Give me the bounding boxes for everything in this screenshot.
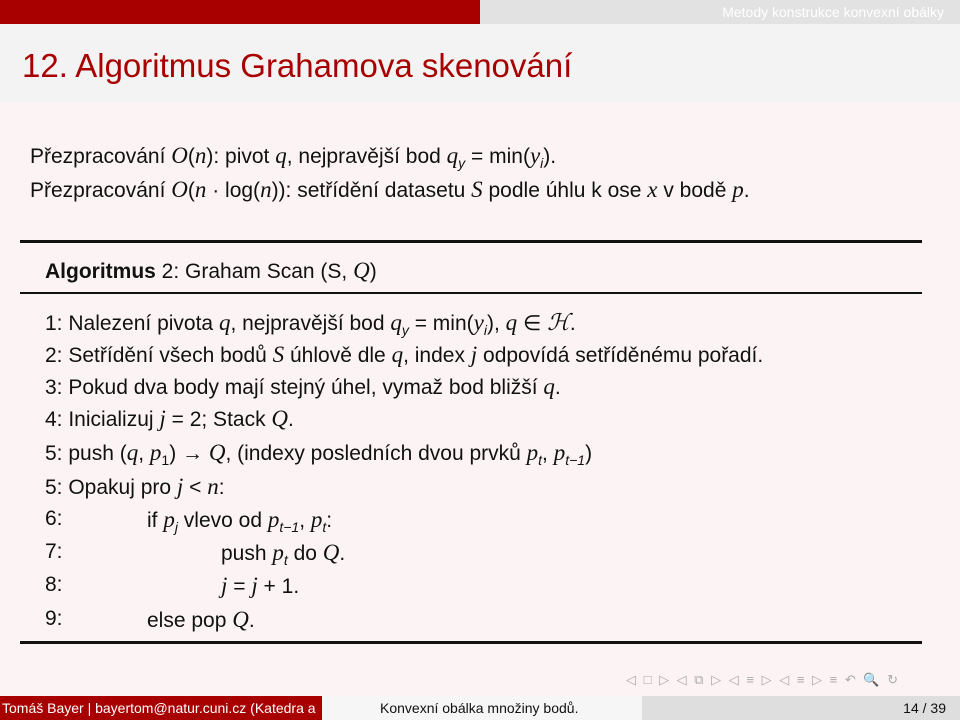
math-symbol: n <box>207 474 219 499</box>
text-segment: 1: Nalezení pivota <box>45 312 219 335</box>
math-symbol: S <box>272 342 285 367</box>
text-segment: : <box>326 509 333 532</box>
text-segment: = min( <box>408 312 474 335</box>
math-symbol: p <box>149 440 162 465</box>
math-symbol: q <box>391 342 404 367</box>
text-segment: else pop <box>147 609 233 632</box>
algorithm-line-body <box>147 507 332 533</box>
text-segment: 6: <box>45 507 63 530</box>
text-segment: + 1. <box>257 575 300 598</box>
algorithm-line-body <box>221 573 299 599</box>
math-subscript: t−1 <box>279 519 300 535</box>
text-segment: . <box>339 542 346 565</box>
text-segment: , <box>138 442 150 465</box>
algorithm-line <box>45 507 63 531</box>
text-segment: , <box>299 509 311 532</box>
text-segment: , index <box>403 344 471 367</box>
math-symbol: p <box>310 507 323 532</box>
text-segment: podle úhlu k ose <box>482 179 648 202</box>
algorithm-line <box>45 540 63 564</box>
algorithm-line <box>45 342 763 368</box>
math-symbol: y <box>529 143 541 168</box>
text-segment: 7: <box>45 540 63 563</box>
math-symbol: O <box>171 143 188 168</box>
text-segment: ), <box>486 312 506 335</box>
math-subscript: y <box>458 155 466 171</box>
text-segment: < <box>183 476 208 499</box>
algorithm-top-rule <box>20 240 922 243</box>
footer-page-number: 14 / 39 <box>642 696 960 720</box>
text-segment: = 2; Stack <box>165 408 272 431</box>
math-subscript: i <box>540 155 544 171</box>
text-segment: ). <box>543 145 557 168</box>
algorithm-line-body <box>147 607 255 633</box>
beamer-navigation-icons[interactable]: ◁ □ ▷ ◁ ⧉ ▷ ◁ ≡ ▷ ◁ ≡ ▷ ≡ ↶ 🔍 ↻ <box>626 672 901 687</box>
text-segment: ( <box>187 179 195 202</box>
intro-line <box>30 143 556 169</box>
text-segment: , <box>542 442 554 465</box>
math-symbol: j <box>251 573 258 598</box>
text-segment: . <box>554 376 561 399</box>
math-subscript: j <box>174 519 178 535</box>
text-segment: )): setřídění datasetu <box>271 179 472 202</box>
math-subscript: t <box>538 452 543 468</box>
footer-author: Tomáš Bayer | bayertom@natur.cuni.cz (Katedra a <box>0 696 322 720</box>
math-symbol: p <box>163 507 175 532</box>
text-segment: v bodě <box>657 179 733 202</box>
text-segment: Přezpracování <box>30 179 172 202</box>
math-subscript: t <box>322 519 327 535</box>
algorithm-line-body <box>221 540 345 566</box>
algorithm-line <box>45 310 576 336</box>
algorithm-line <box>45 474 225 500</box>
math-symbol: p <box>267 507 280 532</box>
algorithm-line <box>45 573 63 597</box>
text-segment: ) <box>369 260 377 283</box>
text-segment: Přezpracování <box>30 145 172 168</box>
algorithm-line <box>45 406 294 432</box>
math-subscript: 1 <box>161 452 170 468</box>
text-segment: . <box>743 179 750 202</box>
algorithm-line <box>45 374 561 400</box>
math-symbol: j <box>159 406 166 431</box>
text-segment: ∈ <box>517 312 548 335</box>
algorithm-line <box>45 607 63 631</box>
text-segment: odpovídá setříděnému pořadí. <box>477 344 764 367</box>
text-segment: 5: Opakuj pro <box>45 476 177 499</box>
math-symbol: q <box>218 310 231 335</box>
text-segment: = <box>227 575 252 598</box>
math-symbol: Q <box>322 540 340 565</box>
algorithm-mid-rule <box>20 292 922 294</box>
math-symbol: n <box>194 177 207 202</box>
math-subscript: t−1 <box>565 452 586 468</box>
math-symbol: ℋ <box>547 310 570 335</box>
text-segment: ( <box>187 145 195 168</box>
math-symbol: j <box>176 474 184 499</box>
text-segment: · log( <box>206 179 261 202</box>
math-symbol: q <box>126 440 139 465</box>
math-symbol: p <box>732 177 744 202</box>
text-segment: vlevo od <box>177 509 268 532</box>
math-symbol: x <box>647 177 658 202</box>
intro-line <box>30 177 750 203</box>
text-segment: 2: Setřídění všech bodů <box>45 344 273 367</box>
text-segment: . <box>569 312 576 335</box>
math-symbol: y <box>473 310 484 335</box>
text-segment: : <box>218 476 225 499</box>
math-symbol: q <box>390 310 402 335</box>
math-symbol: Q <box>353 258 370 283</box>
text-segment: 8: <box>45 573 63 596</box>
math-subscript: i <box>483 322 487 338</box>
section-title: Metody konstrukce konvexní obálky <box>722 4 944 20</box>
math-symbol: n <box>194 143 207 168</box>
text-segment: 3: Pokud dva body mají stejný úhel, vymaž bod bližší <box>45 376 544 399</box>
text-segment: 9: <box>45 607 63 630</box>
math-symbol: q <box>505 310 518 335</box>
algorithm-bottom-rule <box>20 641 922 644</box>
math-symbol: S <box>471 177 483 202</box>
text-segment: . <box>248 609 255 632</box>
text-segment: Algoritmus <box>45 260 156 283</box>
math-symbol: q <box>275 143 287 168</box>
frame-title: 12. Algoritmus Grahamova skenování <box>22 47 573 84</box>
algorithm-line <box>45 440 592 466</box>
text-segment: = min( <box>465 145 530 168</box>
header-left-bar <box>0 0 480 24</box>
math-subscript: t <box>283 552 288 568</box>
math-symbol: q <box>543 374 555 399</box>
math-symbol: q <box>446 143 459 168</box>
math-symbol: p <box>553 440 566 465</box>
footer-talk-title: Konvexní obálka množiny bodů. <box>322 696 642 720</box>
text-segment: if <box>147 509 164 532</box>
text-segment: úhlově dle <box>284 344 392 367</box>
text-segment: ) <box>585 442 593 465</box>
algorithm-caption <box>45 258 377 284</box>
text-segment: push <box>221 542 273 565</box>
text-segment: 4: Inicializuj <box>45 408 160 431</box>
text-segment: do <box>287 542 323 565</box>
math-symbol: p <box>272 540 284 565</box>
text-segment: , nejpravější bod <box>286 145 447 168</box>
text-segment: ) → <box>169 442 209 465</box>
frame-title-bar <box>0 24 960 102</box>
text-segment: 5: push ( <box>45 442 127 465</box>
math-symbol: Q <box>271 406 289 431</box>
math-symbol: p <box>526 440 539 465</box>
text-segment: , (indexy posledních dvou prvků <box>225 442 527 465</box>
math-symbol: Q <box>208 440 226 465</box>
text-segment: ): pivot <box>206 145 276 168</box>
math-symbol: j <box>221 573 228 598</box>
text-segment: 2: Graham Scan (S, <box>155 260 354 283</box>
math-symbol: O <box>171 177 188 202</box>
math-symbol: j <box>470 342 478 367</box>
math-symbol: n <box>260 177 272 202</box>
text-segment: . <box>288 408 294 431</box>
math-subscript: y <box>401 322 409 338</box>
text-segment: , nejpravější bod <box>230 312 391 335</box>
math-symbol: Q <box>232 607 249 632</box>
